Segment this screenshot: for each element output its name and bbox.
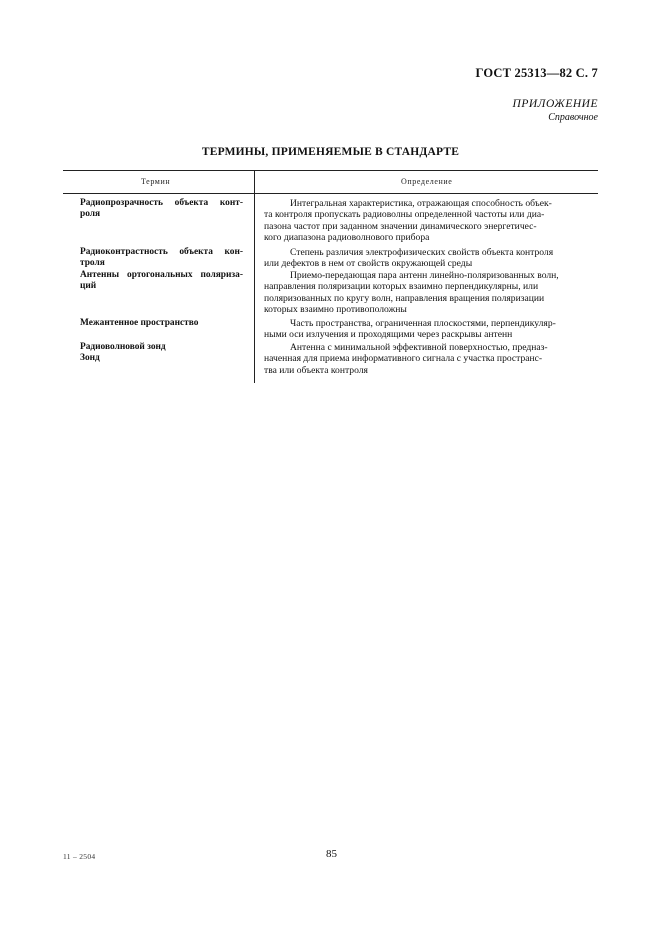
definition-line: пазона частот при заданном значении динамического энергетичес- bbox=[264, 220, 537, 232]
definition-line: направления поляризации которых взаимно перпендикулярны, или bbox=[264, 281, 539, 293]
section-title: ТЕРМИНЫ, ПРИМЕНЯЕМЫЕ В СТАНДАРТЕ bbox=[201, 146, 460, 158]
term-cell bbox=[80, 247, 243, 270]
terms-table bbox=[63, 170, 598, 385]
term-cell bbox=[80, 318, 243, 329]
table-column-divider bbox=[254, 170, 255, 383]
definition-line: ными оси излучения и проходящими через раскрывы антенн bbox=[264, 329, 513, 341]
definition-line: наченная для приема информативного сигнала с участка пространс- bbox=[264, 353, 543, 365]
column-header-term: Термин bbox=[141, 177, 171, 186]
definition-line: или дефектов в нем от свойств окружающей среды bbox=[264, 258, 473, 270]
term-line: троля bbox=[80, 258, 105, 269]
term-line: Антенны ортогональных поляриза- bbox=[80, 270, 243, 280]
header-code: ГОСТ 25313—82 С. 7 bbox=[475, 66, 598, 80]
term-cell bbox=[80, 198, 243, 221]
term-line: Радиоконтрастность объекта кон- bbox=[80, 247, 243, 257]
term-line: ций bbox=[80, 281, 97, 292]
term-line: Межантенное пространство bbox=[80, 318, 199, 328]
definition-line: Антенна с минимальной эффективной поверхностью, предназ- bbox=[290, 342, 548, 353]
definition-line: та контроля пропускать радиоволны определенной частоты или диа- bbox=[264, 209, 545, 221]
definition-line: Приемо-передающая пара антенн линейно-поляризованных волн, bbox=[290, 270, 559, 281]
term-line: роля bbox=[80, 209, 101, 220]
term-line: Радиопрозрачность объекта конт- bbox=[80, 198, 243, 208]
definition-line: Часть пространства, ограниченная плоскостями, перпендикуляр- bbox=[290, 318, 556, 329]
definition-line: Интегральная характеристика, отражающая способность объек- bbox=[290, 198, 552, 209]
print-code: 11 – 2504 bbox=[63, 852, 96, 861]
page-number: 85 bbox=[326, 848, 337, 860]
definition-cell bbox=[264, 270, 598, 315]
column-header-definition: Определение bbox=[401, 177, 453, 186]
definition-cell bbox=[264, 198, 598, 243]
term-cell bbox=[80, 342, 243, 365]
appendix-subtitle: Справочное bbox=[548, 112, 598, 123]
definition-line: которых взаимно противоположны bbox=[264, 303, 407, 315]
term-line: Радиоволновой зонд bbox=[80, 342, 166, 352]
definition-line: кого диапазона радиоволнового прибора bbox=[264, 231, 430, 243]
table-header-rule bbox=[63, 193, 598, 194]
definition-line: тва или объекта контроля bbox=[264, 364, 368, 376]
definition-line: поляризованных по кругу волн, направления вращения поляризации bbox=[264, 292, 545, 304]
definition-cell bbox=[264, 247, 598, 270]
definition-line: Степень различия электрофизических свойств объекта контроля bbox=[290, 247, 554, 258]
appendix-label bbox=[513, 97, 598, 125]
term-line: Зонд bbox=[80, 353, 100, 364]
definition-cell bbox=[264, 342, 598, 376]
table-top-rule bbox=[63, 170, 598, 171]
appendix-title: ПРИЛОЖЕНИЕ bbox=[512, 98, 598, 110]
definition-cell bbox=[264, 318, 598, 341]
term-cell bbox=[80, 270, 243, 293]
